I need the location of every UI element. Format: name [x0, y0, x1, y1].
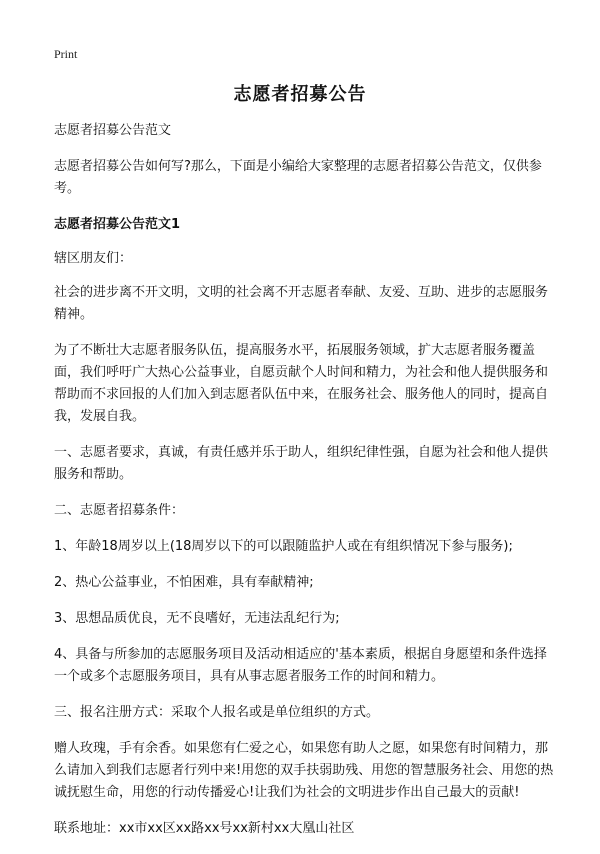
greeting: 辖区朋友们： [54, 251, 133, 266]
registration-item: 三、报名注册方式：采取个人报名或是单位组织的方式。 [54, 705, 380, 720]
requirements-item: 一、志愿者要求，真诚，有责任感并乐于助人，组织纪律性强，自愿为社会和他人提供服务和帮助。 [54, 445, 549, 482]
intro-paragraph: 志愿者招募公告如何写?那么，下面是小编给大家整理的志愿者招募公告范文，仅供参考。 [54, 159, 542, 196]
condition-3: 3、思想品质优良，无不良嗜好，无违法乱纪行为; [54, 611, 340, 626]
document-body [54, 120, 554, 854]
page-title: 志愿者招募公告 [233, 84, 367, 105]
closing-paragraph: 赠人玫瑰，手有余香。如果您有仁爱之心，如果您有助人之愿，如果您有时间精力，那么请加入到我们志愿者行列中来!用您的双手扶弱助残、用您的智慧服务社会、用您的热诚抚慰生命，用您的行动传播爱心!让我们为社会的文明进步作出自己最大的贡献! [54, 741, 554, 800]
condition-1: 1、年龄18周岁以上(18周岁以下的可以跟随监护人或在有组织情况下参与服务); [54, 539, 513, 554]
print-link[interactable]: Print [54, 47, 78, 61]
contact-address: 联系地址：xx市xx区xx路xx号xx新村xx大凰山社区 [54, 821, 355, 836]
paragraph-2: 为了不断壮大志愿者服务队伍，提高服务水平，拓展服务领域，扩大志愿者服务覆盖面，我们呼吁广大热心公益事业，自愿贡献个人时间和精力，为社会和他人提供服务和帮助而不求回报的人们加入到志愿者队伍中来，在服务社会、服务他人的同时，提高自我，发展自我。 [54, 343, 549, 424]
section-heading: 志愿者招募公告范文1 [54, 217, 181, 232]
paragraph-1: 社会的进步离不开文明，文明的社会离不开志愿者奉献、友爱、互助、进步的志愿服务精神。 [54, 285, 549, 322]
condition-2: 2、热心公益事业，不怕困难，具有奉献精神; [54, 575, 314, 590]
document-subtitle: 志愿者招募公告范文 [54, 123, 172, 138]
conditions-heading: 二、志愿者招募条件： [54, 503, 185, 518]
condition-4: 4、具备与所参加的志愿服务项目及活动相适应的'基本素质，根据自身愿望和条件选择一个或多个志愿服务项目，具有从事志愿者服务工作的时间和精力。 [54, 647, 547, 684]
